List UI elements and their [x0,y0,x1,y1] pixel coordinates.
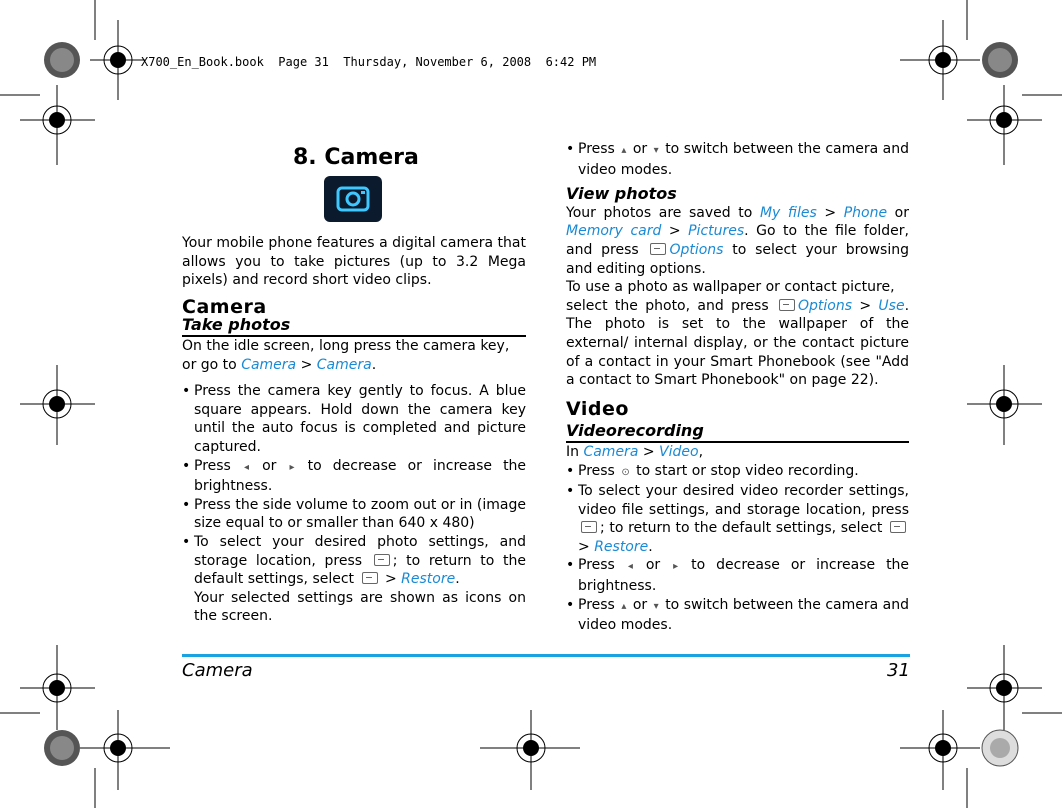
link-camera-video[interactable]: Camera [583,443,639,460]
list-item: • To select your desired video recorder settings, video file settings, and storage location, press ; to return to the default settings, select > Restore. [566,483,909,555]
link-use[interactable]: Use [878,297,905,314]
intro-text: Your mobile phone features a digital camera that allows you to take pictures (up to 3.2 Mega pixels) and record short video clips. [182,235,526,289]
chapter-title: 8. Camera [293,145,419,170]
left-nav-icon: ◂ [243,461,249,473]
softkey-icon [650,243,666,255]
footer-rule [182,654,910,657]
print-header: X700_En_Book.book Page 31 Thursday, November 6, 2008 6:42 PM [141,55,597,69]
subheading-view-photos: View photos [566,184,677,204]
softkey-icon [374,554,390,566]
left-nav-icon: ◂ [627,561,633,573]
right-nav-icon: ▸ [289,461,295,473]
view-photos-text: Your photos are saved to My files > Phone or Memory card > Pictures. Go to the file folder, and press Options to select your browsing and editing options. [566,204,909,277]
down-nav-icon: ▾ [653,600,659,612]
link-restore[interactable]: Restore [401,571,456,588]
page-number: 31 [887,660,910,681]
link-my-files[interactable]: My files [759,204,817,221]
left-column [182,140,526,626]
link-options-2[interactable]: Options [797,297,852,314]
subheading-videorecording: Videorecording [566,422,909,443]
link-restore-video[interactable]: Restore [594,538,649,555]
ok-key-icon: ⊙ [621,466,630,478]
list-item: • Press ▴ or ▾ to switch between the camera and video modes. [566,141,910,178]
softkey-icon [581,521,597,533]
list-item: • Press ◂ or ▸ to decrease or increase the brightness. [182,457,527,495]
section-heading-camera: Camera [182,295,267,318]
link-phone[interactable]: Phone [843,204,888,221]
idle-instructions: On the idle screen, long press the camera key, or go to Camera > Camera. [182,337,510,373]
right-column [566,140,909,635]
softkey-icon [779,299,795,311]
link-camera[interactable]: Camera [241,356,297,373]
softkey-icon [890,521,906,533]
list-item: • Press ▴ or ▾ to switch between the camera and video modes. [566,596,910,634]
video-path: In Camera > Video, [566,443,704,460]
down-nav-icon: ▾ [653,145,659,156]
link-video[interactable]: Video [659,443,699,460]
list-item: • Press ◂ or ▸ to decrease or increase the brightness. [566,557,910,595]
wallpaper-text: select the photo, and press Options > Use. The photo is set to the wallpaper of the external/ internal display, or the contact picture of a contact in your Smart Phonebook (see "Add a contact to Smart Phonebook" on page 22). [566,297,910,389]
list-item: • Press ⊙ to start or stop video recording. [566,462,909,483]
section-heading-video: Video [566,397,629,420]
list-item: • Press the side volume to zoom out or in (image size equal to or smaller than 640 x 480) [182,496,526,532]
wallpaper-intro: To use a photo as wallpaper or contact picture, [566,279,895,296]
link-options[interactable]: Options [669,241,724,258]
list-item: • To select your desired photo settings, and storage location, press ; to return to the default settings, select > Restore. Your selected settings are shown as icons on the screen. [182,533,527,625]
up-nav-icon: ▴ [621,600,627,612]
right-nav-icon: ▸ [673,561,679,573]
link-camera-sub[interactable]: Camera [316,356,372,373]
link-memory-card[interactable]: Memory card [566,223,662,240]
up-nav-icon: ▴ [621,145,627,156]
settings-note: Your selected settings are shown as icons on the screen. [194,589,526,625]
list-item: • Press the camera key gently to focus. A blue square appears. Hold down the camera key until the auto focus is completed and picture captured. [182,383,526,455]
footer-section: Camera [182,660,253,681]
softkey-icon [362,572,378,584]
subheading-take-photos: Take photos [182,316,526,337]
link-pictures[interactable]: Pictures [688,223,745,240]
